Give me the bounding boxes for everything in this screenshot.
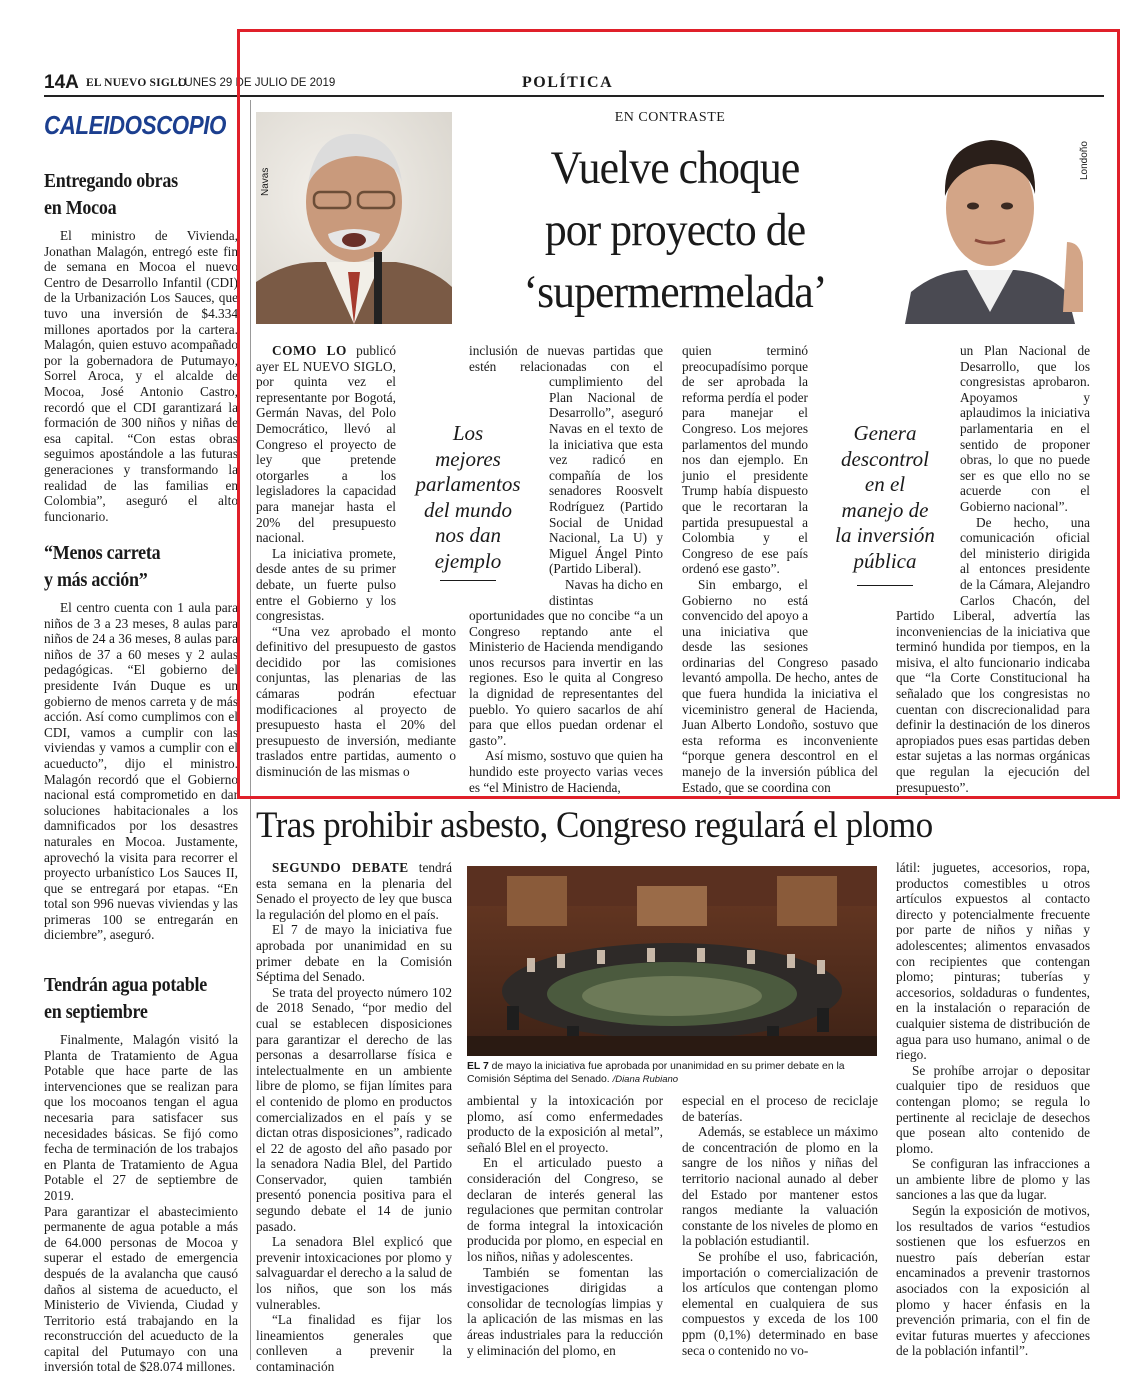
newspaper-name: EL NUEVO SIGLO <box>86 77 187 89</box>
sidebar-headline-2: “Menos carreta y más acción” <box>44 542 161 591</box>
article1-column-4: un Plan Nacional de Desarrollo, que los congresistas aprobaron. Apoyamos y aplaudimos la iniciativa parlamentaria en el sentido de proponer obras, lo que no puede ser es que ello no se acuerde con el Gobierno nacional”. De hecho, una comunicación oficial del ministerio dirigida al entonces presidente de la Cámara, Alejandro Carlos Chacón, del Partido Liberal, advertía las inconveniencias de la iniciativa que terminó hundida por tiempos, en la misiva, el alto funcionario indicaba que “la Corte Constitucional ha señalado que los congresistas no cuentan con discrecionalidad para definir la destinación de los dineros apropiados pues esas partidas deben estar sujetas a las normas orgánicas que regulan la ejecución del presupuesto”. <box>896 343 1090 795</box>
photo-caption: EL 7 de mayo la iniciativa fue aprobada por unanimidad en su primer debate en la Comisión Séptima del Senado. /Diana Rubiano <box>467 1061 845 1085</box>
pull-quote-right: Genera descontrol en el manejo de la inversión pública <box>835 421 935 573</box>
photo-credit-londono: Londoño <box>1079 141 1090 180</box>
article1-col1-float <box>396 343 456 593</box>
sidebar-divider <box>250 100 251 1360</box>
sidebar-story-3: Finalmente, Malagón visitó la Planta de Tratamiento de Agua Potable que hace parte de las intervenciones que se realizan para que los mocoanos tengan el agua necesaria para satisfacer sus necesidades básicas. Se fijó como fecha de terminación de los trabajos en Planta de Tratamiento de Agua Potable el 27 de septiembre de 2019. Para garantizar el abastecimiento permanente de agua potable a más de 64.000 personas de Mocoa y superar el estado de emergencia después de la avalancha que causó daños al sistema de acueducto, el Ministerio de Vivienda, Ciudad y Territorio está trabajando en la reconstrucción del acueducto de la capital del Putumayo con una inversión total de $28.074 millones. <box>44 1032 238 1375</box>
article2-headline: Tras prohibir asbesto, Congreso regulará el plomo <box>256 805 933 846</box>
photo-navas <box>256 112 452 324</box>
page-number: 14A <box>44 72 79 93</box>
photo-londono <box>895 112 1085 324</box>
article2-column-4: látil: juguetes, accesorios, ropa, productos comestibles u otros artículos expuestos al contacto directo y potencialmente frecuente por parte de niños y niñas y adolescentes; alimentos envasados con recipientes que contengan plomo; pinturas; tuberías y accesorios, soldaduras o fundentes, en la instalación o reparación de cualquier sistema de distribución de agua para uso humano, animal o de riego. Se prohíbe arrojar o depositar cualquier tipo de residuos que contengan plomo; se regula lo pertinente al reciclaje de desechos que posean alto contenido de plomo. Se configuran las infracciones a un ambiente libre de plomo y las sanciones a las que da lugar. Según la exposición de motivos, los resultados de varios “estudios sostienen que los esfuerzos en nuestro país deberían estar encaminados a prevenir trastornos asociados con la exposición al plomo y hacer énfasis en la prevención primaria, con el fin de evitar futuras muertes y afecciones de la población infantil”. <box>896 860 1090 1359</box>
article1-column-2: inclusión de nuevas partidas que estén relacionadas con el cumplimiento del Plan Nacional de Desarrollo”, aseguró Navas en el texto de la iniciativa que esta vez radicó en compañía de los senadores Roosvelt Rodríguez (Partido Social de Unidad Nacional, La U) y Miguel Ángel Pinto (Partido Liberal). Navas ha dicho en distintas oportunidades que no concibe “a un Congreso reptando ante el Ministerio de Hacienda mendigando unos recursos para invertir en las regiones. Eso le quita al Congreso la dignidad de representantes del pueblo. Yo quiero sacarlos de ahí para que ellos puedan ordenar el gasto”. Así mismo, sostuvo que quien ha hundido este proyecto varias veces es “el Ministro de Hacienda, <box>469 343 663 795</box>
pull-quote-left: Los mejores parlamentos del mundo nos dan ejemplo <box>415 421 521 573</box>
article1-col2-float <box>469 343 549 603</box>
section-name: POLÍTICA <box>522 74 614 91</box>
article-kicker: EN CONTRASTE <box>614 110 726 125</box>
sidebar-story-2: El centro cuenta con 1 aula para niños de 3 a 23 meses, 8 aulas para niños de 24 a 36 meses, 8 aulas para niños de 37 a 60 meses y 2 aulas pedagógicas. “El gobierno del presidente Iván Duque es un gobierno de menos carreta y de más acción. Así como cumplimos con el CDI, vamos a cumplir con las viviendas y vamos a cumplir con el acueducto”, dijo el ministro. Malagón recordó que el Gobierno nacional está comprometido en dar soluciones habitacionales a los damnificados por los desastres naturales en Mocoa. Justamente, aprovechó la visita para recorrer el proyecto urbanístico Los Sauces II, que se entregará por etapas. “En total son 996 nuevas viviendas y las primeras 100 se entregarán en diciembre”, aseguró. <box>44 600 238 943</box>
article2-column-2: ambiental y la intoxicación por plomo, así como enfermedades producto de la exposición al metal”, señaló Blel en el proyecto. En el articulado puesto a consideración del Congreso, se declaran de interés general las regulaciones que permitan controlar de forma integral la intoxicación producida por plomo, en especial en los niños, niñas y adolescentes. También se fomentan las investigaciones dirigidas a consolidar de tecnologías limpias y la aplicación de las mismas en las áreas industriales para la reducción y eliminación del plomo, en <box>467 1093 663 1358</box>
article2-column-3: especial en el proceso de reciclaje de baterías. Además, se establece un máximo de concentración de plomo en la sangre de los niños y niñas del territorio nacional aunado al deber del Estado por mantener estos rangos mediante la valuación constante de los niveles de plomo en la población estudiantil. Se prohíbe el uso, fabricación, importación o comercialización de los artículos que contengan plomo elemental en cualquiera de sus compuestos y exceda de los 100 ppm (0,1%) determinado en base seca o contenido no vo- <box>682 1093 878 1358</box>
article1-col4-float <box>896 343 960 603</box>
sidebar-story-1: El ministro de Vivienda, Jonathan Malagón, entregó este fin de semana en Mocoa el nuevo Centro de Desarrollo Infantil (CDI) de la Urbanización Los Sauces, que tuvo una inversión de $4.334 millones aportados por la cartera. Malagón, quien estuvo acompañado por la gobernadora de Putumayo, Sorrel Aroca, y el alcalde de Mocoa, José Antonio Castro, recordó que el CDI garantizará la formación de 300 niños y niñas de esa capital. “Con estas obras seguimos apostándole a las futuras generaciones y transformando la realidad de las familias en Colombia”, aseguró el alto funcionario. <box>44 228 238 524</box>
photo-credit-navas: Navas <box>260 167 271 196</box>
photo-senate-session <box>467 866 877 1056</box>
article2-column-1: SEGUNDO DEBATE tendrá esta semana en la plenaria del Senado el proyecto de ley que busca la regulación del plomo en el país. El 7 de mayo la iniciativa fue aprobada por unanimidad en su primer debate en la Comisión Séptima del Senado. Se trata del proyecto número 102 de 2018 Senado, “por medio del cual se establecen disposiciones para garantizar el derecho de las personas a desarrollarse física e intelectualmente en un ambiente libre de plomo, se fijan límites para el contenido de plomo en productos comercializados en el país y se dictan otras disposiciones”, radicado el 22 de agosto del año pasado por la senadora Nadia Blel, del Partido Conservador, quien también presentó ponencia positiva para el segundo debate el 14 de junio pasado. La senadora Blel explicó que prevenir intoxicaciones por plomo y salvaguardar el derecho a la salud de los niños, que son los más vulnerables. “La finalidad es fijar los lineamientos generales que conlleven a prevenir la contaminación <box>256 860 452 1374</box>
header-rule <box>44 95 1104 97</box>
article-headline: Vuelve choque por proyecto de ‘supermermelada’ <box>523 142 827 318</box>
article1-column-1: COMO LO publicó ayer EL NUEVO SIGLO, por quinta vez el representante por Bogotá, Germán Navas, del Polo Democrático, llevó al Congreso el proyecto de ley que pretende otorgarles a los legisladores la capacidad para manejar hasta el 20% del presupuesto nacional. La iniciativa promete, desde antes de su primer debate, un fuerte pulso entre el Gobierno y los congresistas. “Una vez aprobado el monto definitivo del presupuesto de gastos decidido por las comisiones conjuntas, las plenarias de las cámaras podrán efectuar modificaciones al proyecto de presupuesto hasta el 20% del presupuesto de inversión, mediante traslados entre partidas, aumento o disminución de las mismas o <box>256 343 456 780</box>
sidebar-headline-1: Entregando obras en Mocoa <box>44 170 178 219</box>
sidebar-title: CALEIDOSCOPIO <box>44 110 227 140</box>
issue-date: LUNES 29 DE JULIO DE 2019 <box>178 77 336 89</box>
article1-col3-float <box>808 343 878 643</box>
article1-column-3: quien terminó preocupadísimo porque de ser aprobada la reforma perdía el poder para manejar el Congreso. Los mejores parlamentos del mundo nos dan ejemplo. En junio el presidente Trump había dispuesto que le recortaran la partida presupuestal a Colombia y el Congreso de ese país ordenó ese gasto”. Sin embargo, el Gobierno no está convencido del apoyo a una iniciativa que desde las sesiones ordinarias del Congreso pasado levantó ampolla. De hecho, antes de que fuera hundida la iniciativa el viceministro general de Hacienda, Juan Alberto Londoño, sostuvo que esta reforma es inconveniente “porque genera descontrol en el manejo de la inversión pública del Estado, que se coordina con <box>682 343 878 795</box>
sidebar-headline-3: Tendrán agua potable en septiembre <box>44 974 207 1023</box>
